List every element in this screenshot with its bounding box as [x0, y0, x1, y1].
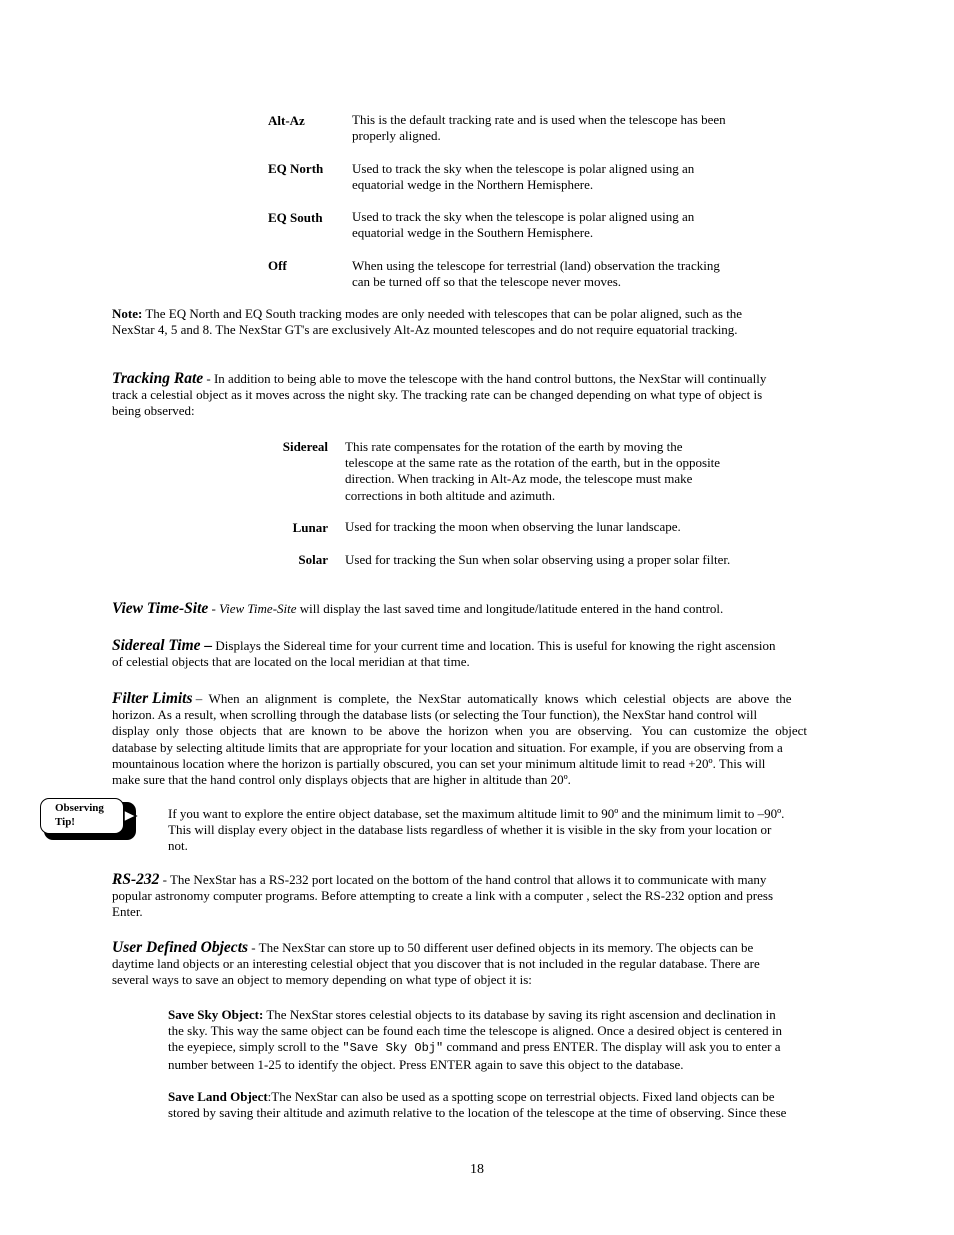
save-sky-label: Save Sky Object:	[168, 1007, 264, 1022]
callout-box	[40, 798, 124, 834]
filter-limits-line: database by selecting altitude limits that are appropriate for your location and situation. For example, if you are observing from a	[112, 739, 783, 755]
callout-pointer-icon	[124, 810, 138, 824]
user-defined-text: - The NexStar can store up to 50 different user defined objects in its memory. The objects can be	[248, 940, 754, 955]
view-time-site-heading: View Time-Site	[112, 600, 209, 617]
rate-def-sidereal	[345, 439, 720, 504]
save-sky-text: the eyepiece, simply scroll to the	[168, 1039, 343, 1055]
mode-def-line: equatorial wedge in the Northern Hemisphere.	[352, 177, 594, 193]
mode-term-eqsouth: EQ South	[268, 210, 323, 225]
mode-def-eqsouth	[352, 209, 694, 241]
save-sky-section	[168, 1007, 848, 1073]
save-land-label: Save Land Object	[168, 1089, 268, 1104]
rate-term-sidereal: Sidereal	[282, 439, 328, 454]
mode-def-line: can be turned off so that the telescope never moves.	[352, 274, 622, 290]
mode-term-altaz: Alt-Az	[268, 113, 305, 128]
view-time-site-ital: View Time-Site	[219, 601, 297, 616]
mode-def-line: Used to track the sky when the telescope is polar aligned using an	[352, 161, 695, 176]
note-line: NexStar 4, 5 and 8. The NexStar GT's are exclusively Alt-Az mounted telescopes and do not require equatorial tracking.	[112, 322, 738, 338]
save-land-line: stored by saving their altitude and azimuth relative to the location of the telescope at the time of observing. Since these	[168, 1105, 787, 1121]
note-line	[112, 306, 842, 322]
rate-def-line: Used for tracking the Sun when solar observing using a proper solar filter.	[345, 552, 731, 567]
user-defined-line: several ways to save an object to memory depending on what type of object it is:	[112, 972, 532, 988]
tracking-rate-text: - In addition to being able to move the telescope with the hand control buttons, the NexStar will continually	[203, 371, 767, 386]
view-time-site-text: will display the last saved time and longitude/latitude entered in the hand control.	[296, 601, 724, 616]
filter-limits-text: – When an alignment is complete, the NexStar automatically knows which celestial objects are above the	[192, 691, 792, 706]
mode-def-line: properly aligned.	[352, 128, 441, 144]
sidereal-time-line: of celestial objects that are located on the local meridian at that time.	[112, 654, 470, 670]
save-sky-command: "Save Sky Obj"	[342, 1041, 444, 1056]
filter-limits-heading: Filter Limits	[112, 690, 193, 707]
callout-label: Tip!	[55, 816, 75, 828]
filter-limits-line: mountainous location where the horizon is partially obscured, you can set your minimum altitude limit to read +20º. This will	[112, 755, 766, 771]
mode-def-altaz	[352, 112, 726, 144]
rate-def-solar	[345, 552, 730, 568]
save-sky-line: the sky. This way the same object can be found each time the telescope is aligned. Once a desired object is centered in	[168, 1023, 783, 1039]
save-sky-line	[168, 1039, 848, 1056]
user-defined-heading: User Defined Objects	[112, 939, 249, 956]
sidereal-time-section	[112, 638, 847, 670]
tip-line: This will display every object in the database lists regardless of whether it is visible in the sky from your location or	[168, 822, 772, 838]
tracking-rate-line	[112, 371, 842, 387]
rate-def-line: Used for tracking the moon when observing the lunar landscape.	[345, 519, 681, 534]
filter-limits-line: display only those objects that are known to be above the horizon when you are observing. You can customize the object	[112, 723, 807, 739]
rate-term-solar: Solar	[298, 552, 328, 567]
tracking-rate-line: track a celestial object as it moves across the night sky. The tracking rate can be changed depending on what type of object is	[112, 387, 763, 403]
rate-def-line: corrections in both altitude and azimuth.	[345, 487, 556, 503]
note-paragraph	[112, 306, 842, 338]
observing-tip-callout	[40, 798, 138, 842]
save-land-line	[168, 1089, 848, 1105]
rate-def-line: telescope at the same rate as the rotation of the earth, but in the opposite	[345, 455, 721, 471]
sidereal-time-line	[112, 638, 847, 654]
rs232-line	[112, 872, 847, 888]
sidereal-time-heading: Sidereal Time –	[112, 637, 213, 654]
rs232-line: popular astronomy computer programs. Before attempting to create a link with a computer , select the RS-232 option and press	[112, 888, 774, 904]
tracking-rate-line: being observed:	[112, 403, 195, 419]
save-sky-line: number between 1-25 to identify the object. Press ENTER again to save this object to the database.	[168, 1056, 684, 1072]
mode-def-eqnorth	[352, 161, 694, 193]
save-sky-text: The NexStar stores celestial objects to its database by saving its right ascension and declination in	[263, 1007, 776, 1022]
user-defined-section	[112, 940, 852, 989]
save-land-section	[168, 1089, 848, 1121]
mode-def-line: This is the default tracking rate and is used when the telescope has been	[352, 112, 726, 127]
rs232-line: Enter.	[112, 904, 143, 920]
note-label: Note:	[112, 306, 143, 321]
rate-def-line: direction. When tracking in Alt-Az mode, the telescope must make	[345, 471, 693, 487]
filter-limits-line	[112, 691, 841, 707]
mode-term-eqnorth: EQ North	[268, 161, 324, 176]
mode-def-line: Used to track the sky when the telescope is polar aligned using an	[352, 209, 695, 224]
mode-def-line: equatorial wedge in the Southern Hemisphere.	[352, 225, 594, 241]
callout-label: Observing	[55, 802, 104, 814]
tip-line: not.	[168, 838, 188, 854]
mode-term-off: Off	[268, 258, 287, 273]
view-time-site-section	[112, 601, 852, 617]
view-time-site-sep: -	[208, 601, 220, 616]
user-defined-line: daytime land objects or an interesting celestial object that you discover that is not included in the regular database. There are	[112, 956, 760, 972]
rs232-heading: RS-232	[112, 871, 160, 888]
filter-limits-line: make sure that the hand control only displays objects that are higher in altitude than 20º.	[112, 772, 571, 788]
tip-text	[168, 806, 841, 855]
save-sky-text: command and press ENTER. The display will ask you to enter a	[443, 1039, 781, 1055]
tracking-rate-section	[112, 371, 842, 420]
rs232-section	[112, 872, 847, 921]
mode-def-line: When using the telescope for terrestrial (land) observation the tracking	[352, 258, 720, 273]
tip-line: If you want to explore the entire object database, set the maximum altitude limit to 90º and the minimum limit to –90º.	[168, 806, 785, 821]
save-sky-line	[168, 1007, 848, 1023]
sidereal-time-text: Displays the Sidereal time for your current time and location. This is useful for knowing the right ascension	[212, 638, 776, 653]
page-number: 18	[470, 1162, 484, 1177]
rate-def-lunar	[345, 519, 681, 535]
user-defined-line	[112, 940, 852, 956]
note-text: The EQ North and EQ South tracking modes are only needed with telescopes that can be polar aligned, such as the	[142, 306, 743, 321]
rate-term-lunar: Lunar	[292, 520, 328, 535]
tracking-rate-heading: Tracking Rate	[112, 370, 204, 387]
save-land-text: :The NexStar can also be used as a spotting scope on terrestrial objects. Fixed land objects can be	[267, 1089, 775, 1104]
mode-def-off	[352, 258, 720, 290]
rs232-text: - The NexStar has a RS-232 port located on the bottom of the hand control that allows it to communicate with many	[159, 872, 767, 887]
filter-limits-line: horizon. As a result, when scrolling through the database lists (or selecting the Tour function), the NexStar hand control will	[112, 707, 758, 723]
rate-def-line: This rate compensates for the rotation of the earth by moving the	[345, 439, 683, 454]
filter-limits-section	[112, 691, 841, 788]
